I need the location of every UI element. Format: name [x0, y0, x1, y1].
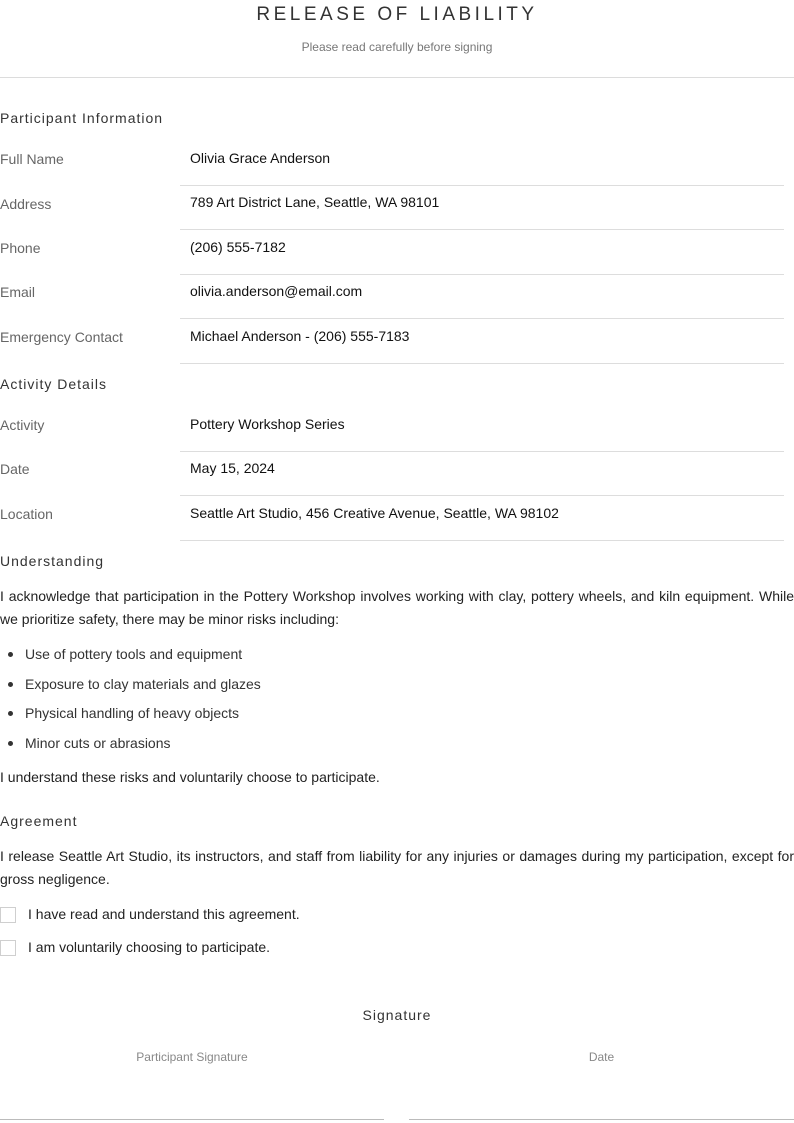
email-label: Email — [0, 284, 36, 300]
read-agreement-checkbox[interactable] — [0, 907, 16, 923]
list-item — [0, 731, 261, 761]
phone-label: Phone — [0, 240, 41, 256]
voluntary-participation-label: I am voluntarily choosing to participate. — [28, 939, 271, 955]
bullet-icon — [8, 652, 13, 657]
participant-signature-label: Participant Signature — [136, 1050, 248, 1064]
bullet-icon — [8, 711, 13, 716]
list-item — [0, 701, 261, 731]
understanding-intro: I acknowledge that participation in the Pottery Workshop involves working with clay, pottery wheels, and kiln equipment. While we prioritize safety, there may be minor risks including: — [0, 588, 794, 627]
risk-text: Exposure to clay materials and glazes — [25, 675, 261, 692]
emergency-contact-field[interactable]: Michael Anderson - (206) 555-7183 — [180, 320, 784, 364]
location-field[interactable]: Seattle Art Studio, 456 Creative Avenue, Seattle, WA 98102 — [180, 497, 784, 541]
risk-text: Physical handling of heavy objects — [25, 705, 240, 722]
activity-section-title: Activity Details — [0, 376, 108, 392]
address-field[interactable]: 789 Art District Lane, Seattle, WA 98101 — [180, 186, 784, 230]
bullet-icon — [8, 682, 13, 687]
activity-label: Activity — [0, 417, 45, 433]
activity-date-field[interactable]: May 15, 2024 — [180, 452, 784, 496]
agreement-section-title: Agreement — [0, 813, 78, 829]
signature-date-line[interactable] — [409, 1119, 794, 1120]
participant-signature-line[interactable] — [0, 1119, 384, 1120]
signature-heading: Signature — [362, 1007, 432, 1023]
email-field[interactable]: olivia.anderson@email.com — [180, 275, 784, 319]
page-title: RELEASE OF LIABILITY — [256, 4, 538, 25]
risk-text: Minor cuts or abrasions — [25, 735, 171, 752]
read-agreement-label: I have read and understand this agreement. — [28, 906, 300, 922]
full-name-label: Full Name — [0, 151, 64, 167]
risk-list — [0, 642, 261, 761]
activity-field[interactable]: Pottery Workshop Series — [180, 408, 784, 452]
list-item — [0, 642, 261, 672]
header-divider — [0, 77, 794, 78]
signature-date-label: Date — [588, 1050, 615, 1064]
understanding-conclusion: I understand these risks and voluntarily choose to participate. — [0, 769, 380, 785]
date-label: Date — [0, 461, 30, 477]
agreement-text: I release Seattle Art Studio, its instructors, and staff from liability for any injuries or damages during my participation, except for gross negligence. — [0, 848, 794, 887]
risk-text: Use of pottery tools and equipment — [25, 646, 243, 662]
full-name-field[interactable]: Olivia Grace Anderson — [180, 142, 784, 186]
address-label: Address — [0, 196, 52, 212]
bullet-icon — [8, 741, 13, 746]
participant-section-title: Participant Information — [0, 110, 164, 126]
understanding-section-title: Understanding — [0, 553, 105, 569]
page-subtitle: Please read carefully before signing — [301, 40, 493, 54]
location-label: Location — [0, 506, 53, 522]
emergency-contact-label: Emergency Contact — [0, 329, 123, 345]
voluntary-participation-checkbox[interactable] — [0, 940, 16, 956]
list-item — [0, 672, 261, 702]
phone-field[interactable]: (206) 555-7182 — [180, 231, 784, 275]
